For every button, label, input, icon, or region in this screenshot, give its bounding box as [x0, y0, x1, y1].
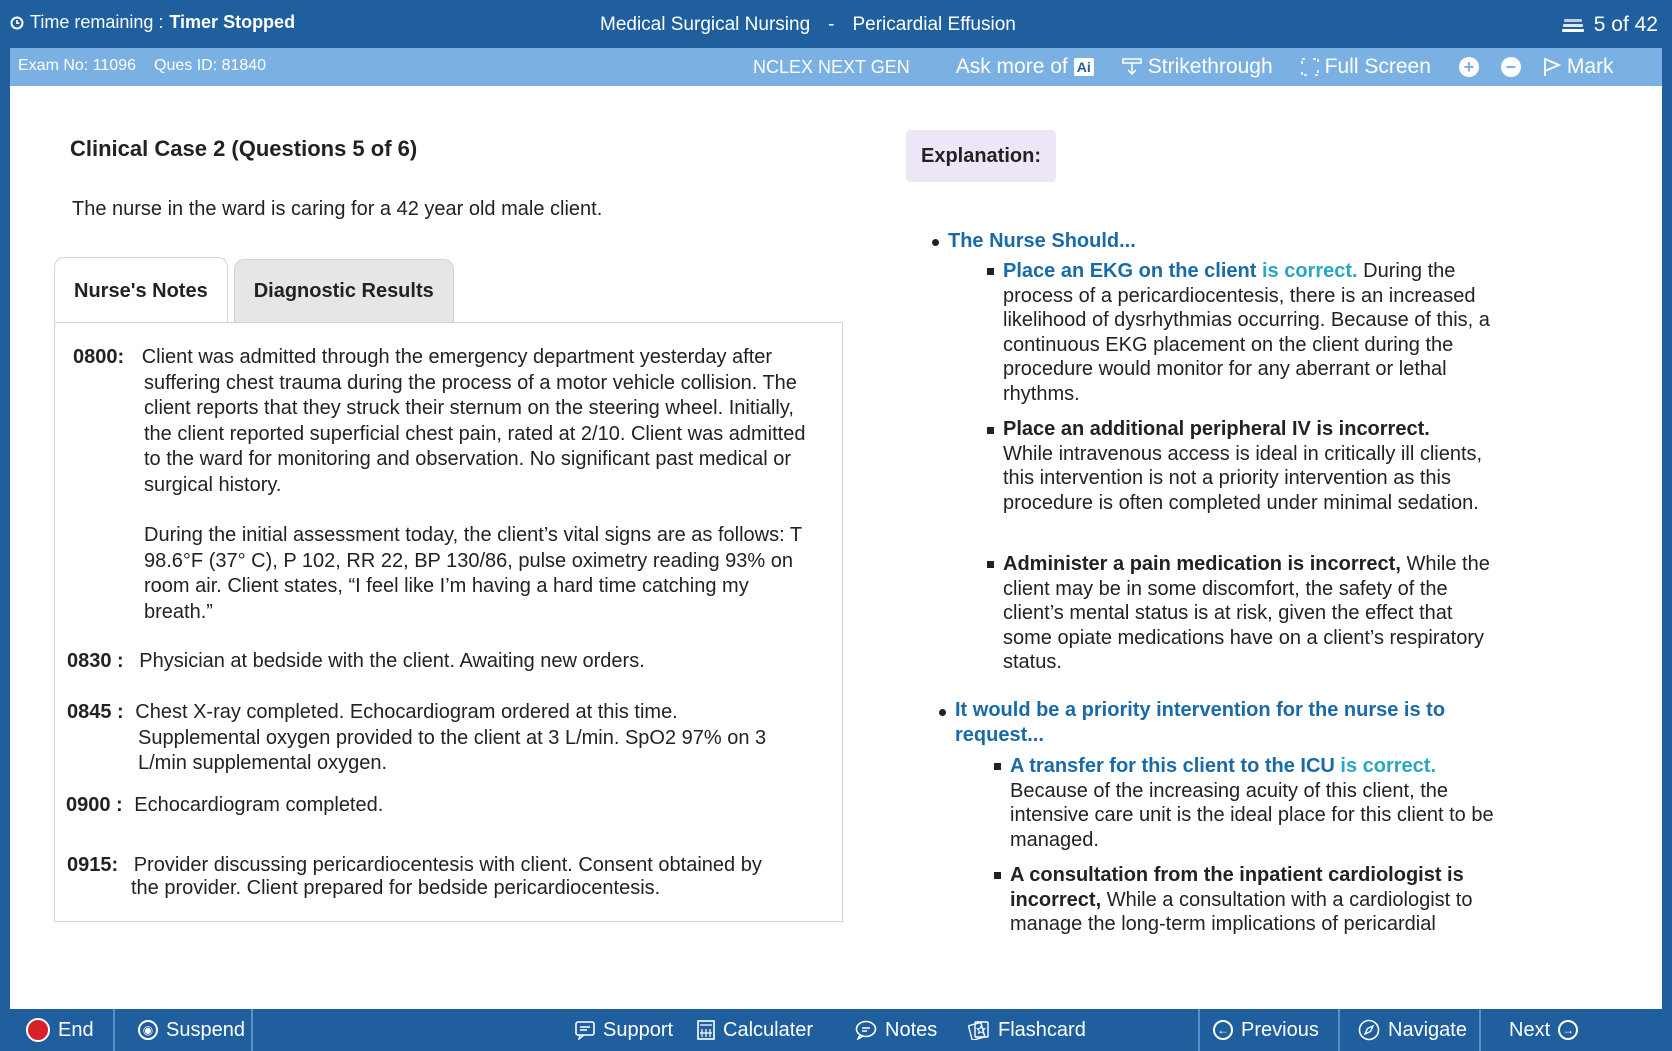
chat-icon — [855, 1020, 877, 1040]
nurses-notes-panel — [54, 322, 843, 922]
item-lead: Place an EKG on the client — [1003, 260, 1257, 282]
item-text: While the client may be in some discomfort, the safety of the client’s mental status is at risk, given the effect that some opiate medications have on a client’s respiratory status. — [1003, 553, 1490, 673]
zoom-out-button[interactable] — [1501, 57, 1521, 77]
tab-nurses-notes[interactable]: Nurse's Notes — [54, 257, 228, 324]
ai-icon: Ai — [1074, 58, 1094, 76]
case-title: Clinical Case 2 (Questions 5 of 6) — [70, 136, 418, 161]
exam-title — [600, 14, 1034, 36]
previous-button[interactable] — [1213, 1009, 1319, 1051]
note-entry — [66, 793, 826, 819]
bullet-icon — [932, 239, 939, 246]
note-text: Chest X-ray completed. Echocardiogram ordered at this time. — [135, 701, 678, 723]
exam-number: Exam No: 11096 — [18, 57, 136, 74]
previous-label: Previous — [1241, 1018, 1319, 1041]
note-time: 0900 : — [66, 794, 123, 816]
calculator-button[interactable] — [697, 1009, 813, 1051]
note-time: 0915: — [67, 854, 119, 876]
divider — [251, 1009, 253, 1051]
fullscreen-icon — [1301, 58, 1319, 76]
stop-icon — [26, 1018, 50, 1042]
item-lead: A transfer for this client to the ICU — [1010, 755, 1335, 777]
minus-icon: − — [1501, 57, 1521, 77]
flag-icon — [1543, 57, 1561, 77]
fullscreen-label: Full Screen — [1324, 55, 1431, 78]
item-text: While a consultation with a cardiologist to manage the long-term implications of pericardial — [1010, 888, 1473, 935]
suspend-button[interactable] — [138, 1009, 245, 1051]
next-button[interactable] — [1509, 1009, 1578, 1051]
flashcard-label: Flashcard — [998, 1018, 1086, 1041]
explanation-badge: Explanation: — [906, 130, 1056, 182]
arrow-right-icon: → — [1558, 1020, 1578, 1040]
end-label: End — [58, 1018, 94, 1041]
divider — [1198, 1009, 1200, 1051]
calculator-label: Calculater — [723, 1018, 814, 1041]
explanation-section-title: The Nurse Should... — [948, 230, 1136, 252]
ask-ai-label: Ask more of — [955, 55, 1068, 78]
flashcard-button[interactable] — [968, 1009, 1086, 1051]
stack-icon — [1562, 17, 1584, 33]
timer — [10, 12, 295, 33]
strikethrough-label: Strikethrough — [1147, 55, 1273, 78]
bullet-icon — [994, 763, 1001, 770]
navigate-button[interactable] — [1358, 1009, 1467, 1051]
note-text: Physician at bedside with the client. Awaiting new orders. — [139, 650, 645, 672]
explanation-item — [1003, 552, 1493, 675]
plus-icon: + — [1459, 57, 1479, 77]
clock-icon — [10, 16, 24, 30]
flashcard-icon — [968, 1020, 990, 1040]
support-label: Support — [603, 1018, 674, 1041]
explanation-item — [1010, 754, 1500, 852]
notes-button[interactable] — [855, 1009, 937, 1051]
timer-label: Time remaining : — [30, 12, 164, 32]
toolbar-tools — [753, 55, 1642, 79]
divider — [1338, 1009, 1340, 1051]
top-bar — [0, 0, 1672, 48]
strikethrough-button[interactable] — [1122, 55, 1273, 79]
bullet-icon — [987, 268, 994, 275]
note-time: 0830 : — [67, 650, 124, 672]
note-continuation: the provider. Client prepared for bedside pericardiocentesis. — [131, 877, 661, 899]
explanation-item — [1003, 259, 1503, 406]
topic-label: Pericardial Effusion — [852, 14, 1016, 35]
explanation-item — [1010, 863, 1500, 937]
bullet-icon — [994, 872, 1001, 879]
note-continuation: suffering chest trauma during the process of a motor vehicle collision. The client reports that they struck their sternum on the steering wheel. Initially, the client reported superficial chest pain, rated at 2/10. Client was admitted to the ward for monitoring and observation. No significant past medical or surgical history. — [144, 371, 806, 496]
item-verdict: is correct. — [1261, 260, 1358, 282]
support-button[interactable] — [575, 1009, 673, 1051]
fullscreen-button[interactable] — [1301, 55, 1431, 79]
bullet-icon — [939, 709, 946, 716]
title-separator: - — [828, 14, 835, 35]
compass-icon — [1358, 1019, 1380, 1041]
bottom-bar — [0, 1009, 1672, 1051]
case-intro: The nurse in the ward is caring for a 42 year old male client. — [72, 198, 603, 220]
mark-button[interactable] — [1543, 55, 1614, 79]
divider — [1479, 1009, 1481, 1051]
mark-label: Mark — [1566, 55, 1614, 78]
note-entry — [67, 649, 827, 675]
suspend-label: Suspend — [166, 1018, 245, 1041]
note-time: 0845 : — [67, 701, 124, 723]
note-paragraph: During the initial assessment today, the client’s vital signs are as follows: T 98.6°F (37° C), P 102, RR 22, BP 130/86, pulse oximetry reading 93% on room air. Client states, “I feel like I’m having a hard time catching my breath.” — [144, 524, 802, 623]
bullet-icon — [987, 561, 994, 568]
item-lead: A consultation from the inpatient cardiologist is incorrect, — [1010, 864, 1464, 911]
item-verdict: is correct. — [1340, 755, 1437, 777]
toolbar — [10, 48, 1662, 86]
note-entry — [67, 854, 827, 900]
note-text: Client was admitted through the emergency department yesterday after — [141, 346, 773, 368]
note-entry — [73, 345, 833, 625]
navigate-label: Navigate — [1388, 1018, 1467, 1041]
item-text: During the process of a pericardiocentesis, there is an increased likelihood of dysrhythmias occurring. Because of this, a continuous EKG placement on the client during the procedure would monitor for any aberrant or lethal rhythms. — [1003, 260, 1490, 405]
exam-info — [18, 57, 284, 75]
question-id: Ques ID: 81840 — [154, 57, 267, 74]
note-time: 0800: — [73, 346, 125, 368]
question-count: 5 of 42 — [1593, 13, 1658, 36]
divider — [113, 1009, 115, 1051]
end-button[interactable] — [26, 1009, 94, 1051]
subject-label: Medical Surgical Nursing — [600, 14, 811, 35]
item-lead: Administer a pain medication is incorrect, — [1003, 553, 1401, 575]
case-tabs — [54, 257, 460, 324]
support-icon — [575, 1020, 595, 1040]
explanation-item — [1003, 417, 1503, 515]
note-text: Echocardiogram completed. — [134, 794, 384, 816]
pause-icon: ◉ — [138, 1020, 158, 1040]
note-entry — [67, 700, 827, 777]
ask-ai-button[interactable] — [956, 55, 1094, 79]
zoom-in-button[interactable] — [1459, 57, 1479, 77]
next-label: Next — [1509, 1018, 1551, 1041]
strikethrough-icon — [1122, 58, 1142, 76]
main-content — [10, 86, 1662, 1009]
item-text: Because of the increasing acuity of this client, the intensive care unit is the ideal place for this client to be managed. — [1010, 779, 1494, 851]
calculator-icon — [697, 1020, 715, 1040]
explanation-section-title: It would be a priority intervention for the nurse is to request... — [955, 699, 1446, 746]
note-text: Provider discussing pericardiocentesis with client. Consent obtained by — [133, 854, 762, 876]
question-counter — [1562, 13, 1658, 37]
note-continuation: Supplemental oxygen provided to the client at 3 L/min. SpO2 97% on 3 L/min supplemental oxygen. — [138, 726, 767, 774]
bullet-icon — [987, 427, 994, 434]
tab-diagnostic-results[interactable]: Diagnostic Results — [234, 259, 454, 322]
mode-label: NCLEX NEXT GEN — [753, 56, 910, 77]
item-text: While intravenous access is ideal in critically ill clients, this intervention is not a priority intervention as this procedure is often completed under minimal sedation. — [1003, 442, 1483, 514]
item-lead: Place an additional peripheral IV is incorrect. — [1003, 418, 1430, 440]
timer-value: Timer Stopped — [169, 12, 296, 32]
notes-label: Notes — [885, 1018, 938, 1041]
arrow-left-icon: ← — [1213, 1020, 1233, 1040]
